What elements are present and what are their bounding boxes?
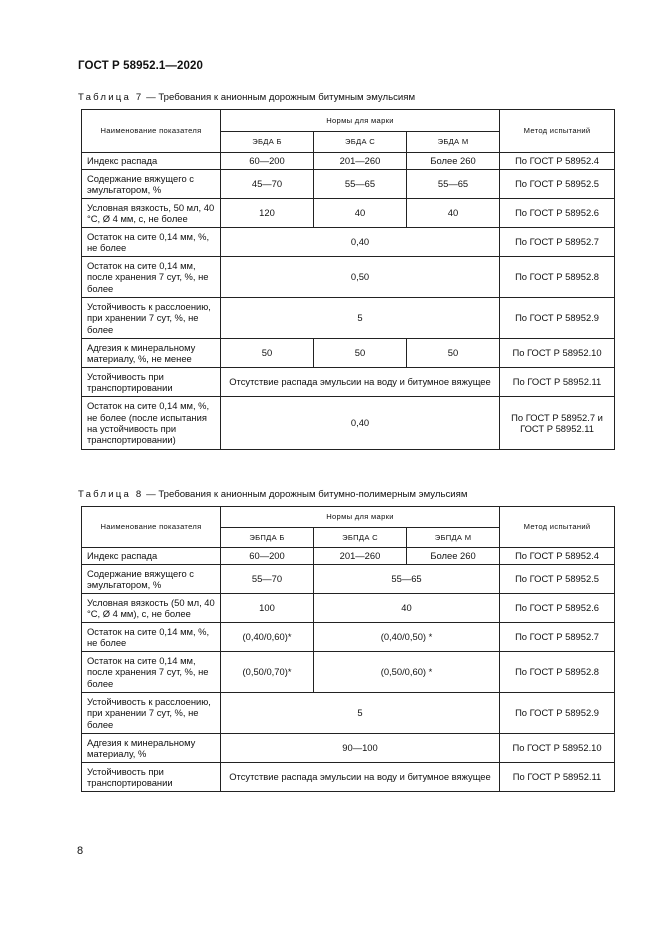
table-row — [82, 228, 615, 257]
indicator-name: Остаток на сите 0,14 мм, после хранения 7 сут, %, не более — [82, 257, 221, 298]
indicator-name: Остаток на сите 0,14 мм, после хранения 7 сут, %, не более — [82, 652, 221, 693]
document-header: ГОСТ Р 58952.1—2020 — [78, 60, 203, 72]
norm-value: Более 260 — [407, 153, 500, 170]
test-method: По ГОСТ Р 58952.7 и ГОСТ Р 58952.11 — [500, 397, 615, 450]
norm-value: 201—260 — [314, 548, 407, 565]
table-row — [82, 170, 615, 199]
table8-caption — [78, 489, 467, 500]
norm-value: 55—65 — [314, 170, 407, 199]
table-row — [82, 153, 615, 170]
table8-caption-title: — Требования к анионным дорожным битумно-полимерным эмульсиям — [143, 489, 468, 500]
header-norms: Нормы для марки — [221, 110, 500, 132]
table-row — [82, 257, 615, 298]
header-method: Метод испытаний — [500, 507, 615, 548]
table-row — [82, 623, 615, 652]
table7-caption — [78, 92, 415, 103]
indicator-name: Остаток на сите 0,14 мм, %, не более — [82, 228, 221, 257]
norm-value-merged: 90—100 — [221, 734, 500, 763]
norm-value-merged: Отсутствие распада эмульсии на воду и битумное вяжущее — [221, 763, 500, 792]
norm-value: 50 — [407, 339, 500, 368]
table7 — [81, 109, 615, 450]
norm-value: Более 260 — [407, 548, 500, 565]
norm-value: (0,40/0,60)* — [221, 623, 314, 652]
page-number: 8 — [77, 845, 84, 857]
table8-caption-prefix: Таблица 8 — [78, 489, 144, 500]
norm-value: 201—260 — [314, 153, 407, 170]
norm-value-merged: 0,50 — [221, 257, 500, 298]
test-method: По ГОСТ Р 58952.9 — [500, 693, 615, 734]
norm-value: 40 — [407, 199, 500, 228]
norm-value-merged: 40 — [314, 594, 500, 623]
table-row — [82, 368, 615, 397]
test-method: По ГОСТ Р 58952.6 — [500, 199, 615, 228]
test-method: По ГОСТ Р 58952.10 — [500, 339, 615, 368]
test-method: По ГОСТ Р 58952.8 — [500, 257, 615, 298]
header-grade: ЭБПДА М — [407, 527, 500, 548]
norm-value: 50 — [221, 339, 314, 368]
test-method: По ГОСТ Р 58952.5 — [500, 565, 615, 594]
indicator-name: Устойчивость при транспортировании — [82, 763, 221, 792]
table-row — [82, 693, 615, 734]
indicator-name: Устойчивость при транспортировании — [82, 368, 221, 397]
table8 — [81, 506, 615, 792]
norm-value: 55—65 — [407, 170, 500, 199]
test-method: По ГОСТ Р 58952.8 — [500, 652, 615, 693]
header-norms: Нормы для марки — [221, 507, 500, 528]
indicator-name: Содержание вяжущего с эмульгатором, % — [82, 565, 221, 594]
test-method: По ГОСТ Р 58952.7 — [500, 623, 615, 652]
norm-value-merged: 5 — [221, 693, 500, 734]
indicator-name: Условная вязкость, 50 мл, 40 °С, Ø 4 мм, с, не более — [82, 199, 221, 228]
test-method: По ГОСТ Р 58952.11 — [500, 368, 615, 397]
norm-value: 100 — [221, 594, 314, 623]
norm-value-merged: 55—65 — [314, 565, 500, 594]
table-row — [82, 734, 615, 763]
indicator-name: Остаток на сите 0,14 мм, %, не более — [82, 623, 221, 652]
norm-value-merged: (0,50/0,60) * — [314, 652, 500, 693]
norm-value-merged: (0,40/0,50) * — [314, 623, 500, 652]
header-grade: ЭБДА С — [314, 131, 407, 153]
norm-value: 50 — [314, 339, 407, 368]
norm-value-merged: Отсутствие распада эмульсии на воду и битумное вяжущее — [221, 368, 500, 397]
header-name: Наименование показателя — [82, 507, 221, 548]
indicator-name: Адгезия к минеральному материалу, %, не менее — [82, 339, 221, 368]
test-method: По ГОСТ Р 58952.7 — [500, 228, 615, 257]
table-row — [82, 199, 615, 228]
indicator-name: Условная вязкость (50 мл, 40 °С, Ø 4 мм), с, не более — [82, 594, 221, 623]
indicator-name: Индекс распада — [82, 548, 221, 565]
table-row — [82, 298, 615, 339]
header-grade: ЭБДА Б — [221, 131, 314, 153]
test-method: По ГОСТ Р 58952.9 — [500, 298, 615, 339]
header-grade: ЭБПДА С — [314, 527, 407, 548]
table7-caption-prefix: Таблица 7 — [78, 92, 144, 103]
norm-value: 40 — [314, 199, 407, 228]
norm-value: (0,50/0,70)* — [221, 652, 314, 693]
indicator-name: Остаток на сите 0,14 мм, %, не более (после испытания на устойчивость при транспортировании) — [82, 397, 221, 450]
test-method: По ГОСТ Р 58952.10 — [500, 734, 615, 763]
test-method: По ГОСТ Р 58952.11 — [500, 763, 615, 792]
norm-value: 60—200 — [221, 153, 314, 170]
indicator-name: Адгезия к минеральному материалу, % — [82, 734, 221, 763]
header-grade: ЭБДА М — [407, 131, 500, 153]
norm-value-merged: 0,40 — [221, 228, 500, 257]
table-row — [82, 652, 615, 693]
table-row — [82, 548, 615, 565]
norm-value: 55—70 — [221, 565, 314, 594]
table-row — [82, 397, 615, 450]
norm-value-merged: 5 — [221, 298, 500, 339]
indicator-name: Содержание вяжущего с эмульгатором, % — [82, 170, 221, 199]
indicator-name: Индекс распада — [82, 153, 221, 170]
table7-caption-title: — Требования к анионным дорожным битумным эмульсиям — [143, 92, 416, 103]
header-name: Наименование показателя — [82, 110, 221, 153]
test-method: По ГОСТ Р 58952.6 — [500, 594, 615, 623]
norm-value-merged: 0,40 — [221, 397, 500, 450]
table-row — [82, 594, 615, 623]
table-row — [82, 339, 615, 368]
norm-value: 120 — [221, 199, 314, 228]
test-method: По ГОСТ Р 58952.4 — [500, 153, 615, 170]
test-method: По ГОСТ Р 58952.5 — [500, 170, 615, 199]
header-grade: ЭБПДА Б — [221, 527, 314, 548]
header-method: Метод испытаний — [500, 110, 615, 153]
norm-value: 45—70 — [221, 170, 314, 199]
indicator-name: Устойчивость к расслоению, при хранении 7 сут, %, не более — [82, 298, 221, 339]
indicator-name: Устойчивость к расслоению, при хранении 7 сут, %, не более — [82, 693, 221, 734]
table-row — [82, 565, 615, 594]
norm-value: 60—200 — [221, 548, 314, 565]
table-row — [82, 763, 615, 792]
test-method: По ГОСТ Р 58952.4 — [500, 548, 615, 565]
